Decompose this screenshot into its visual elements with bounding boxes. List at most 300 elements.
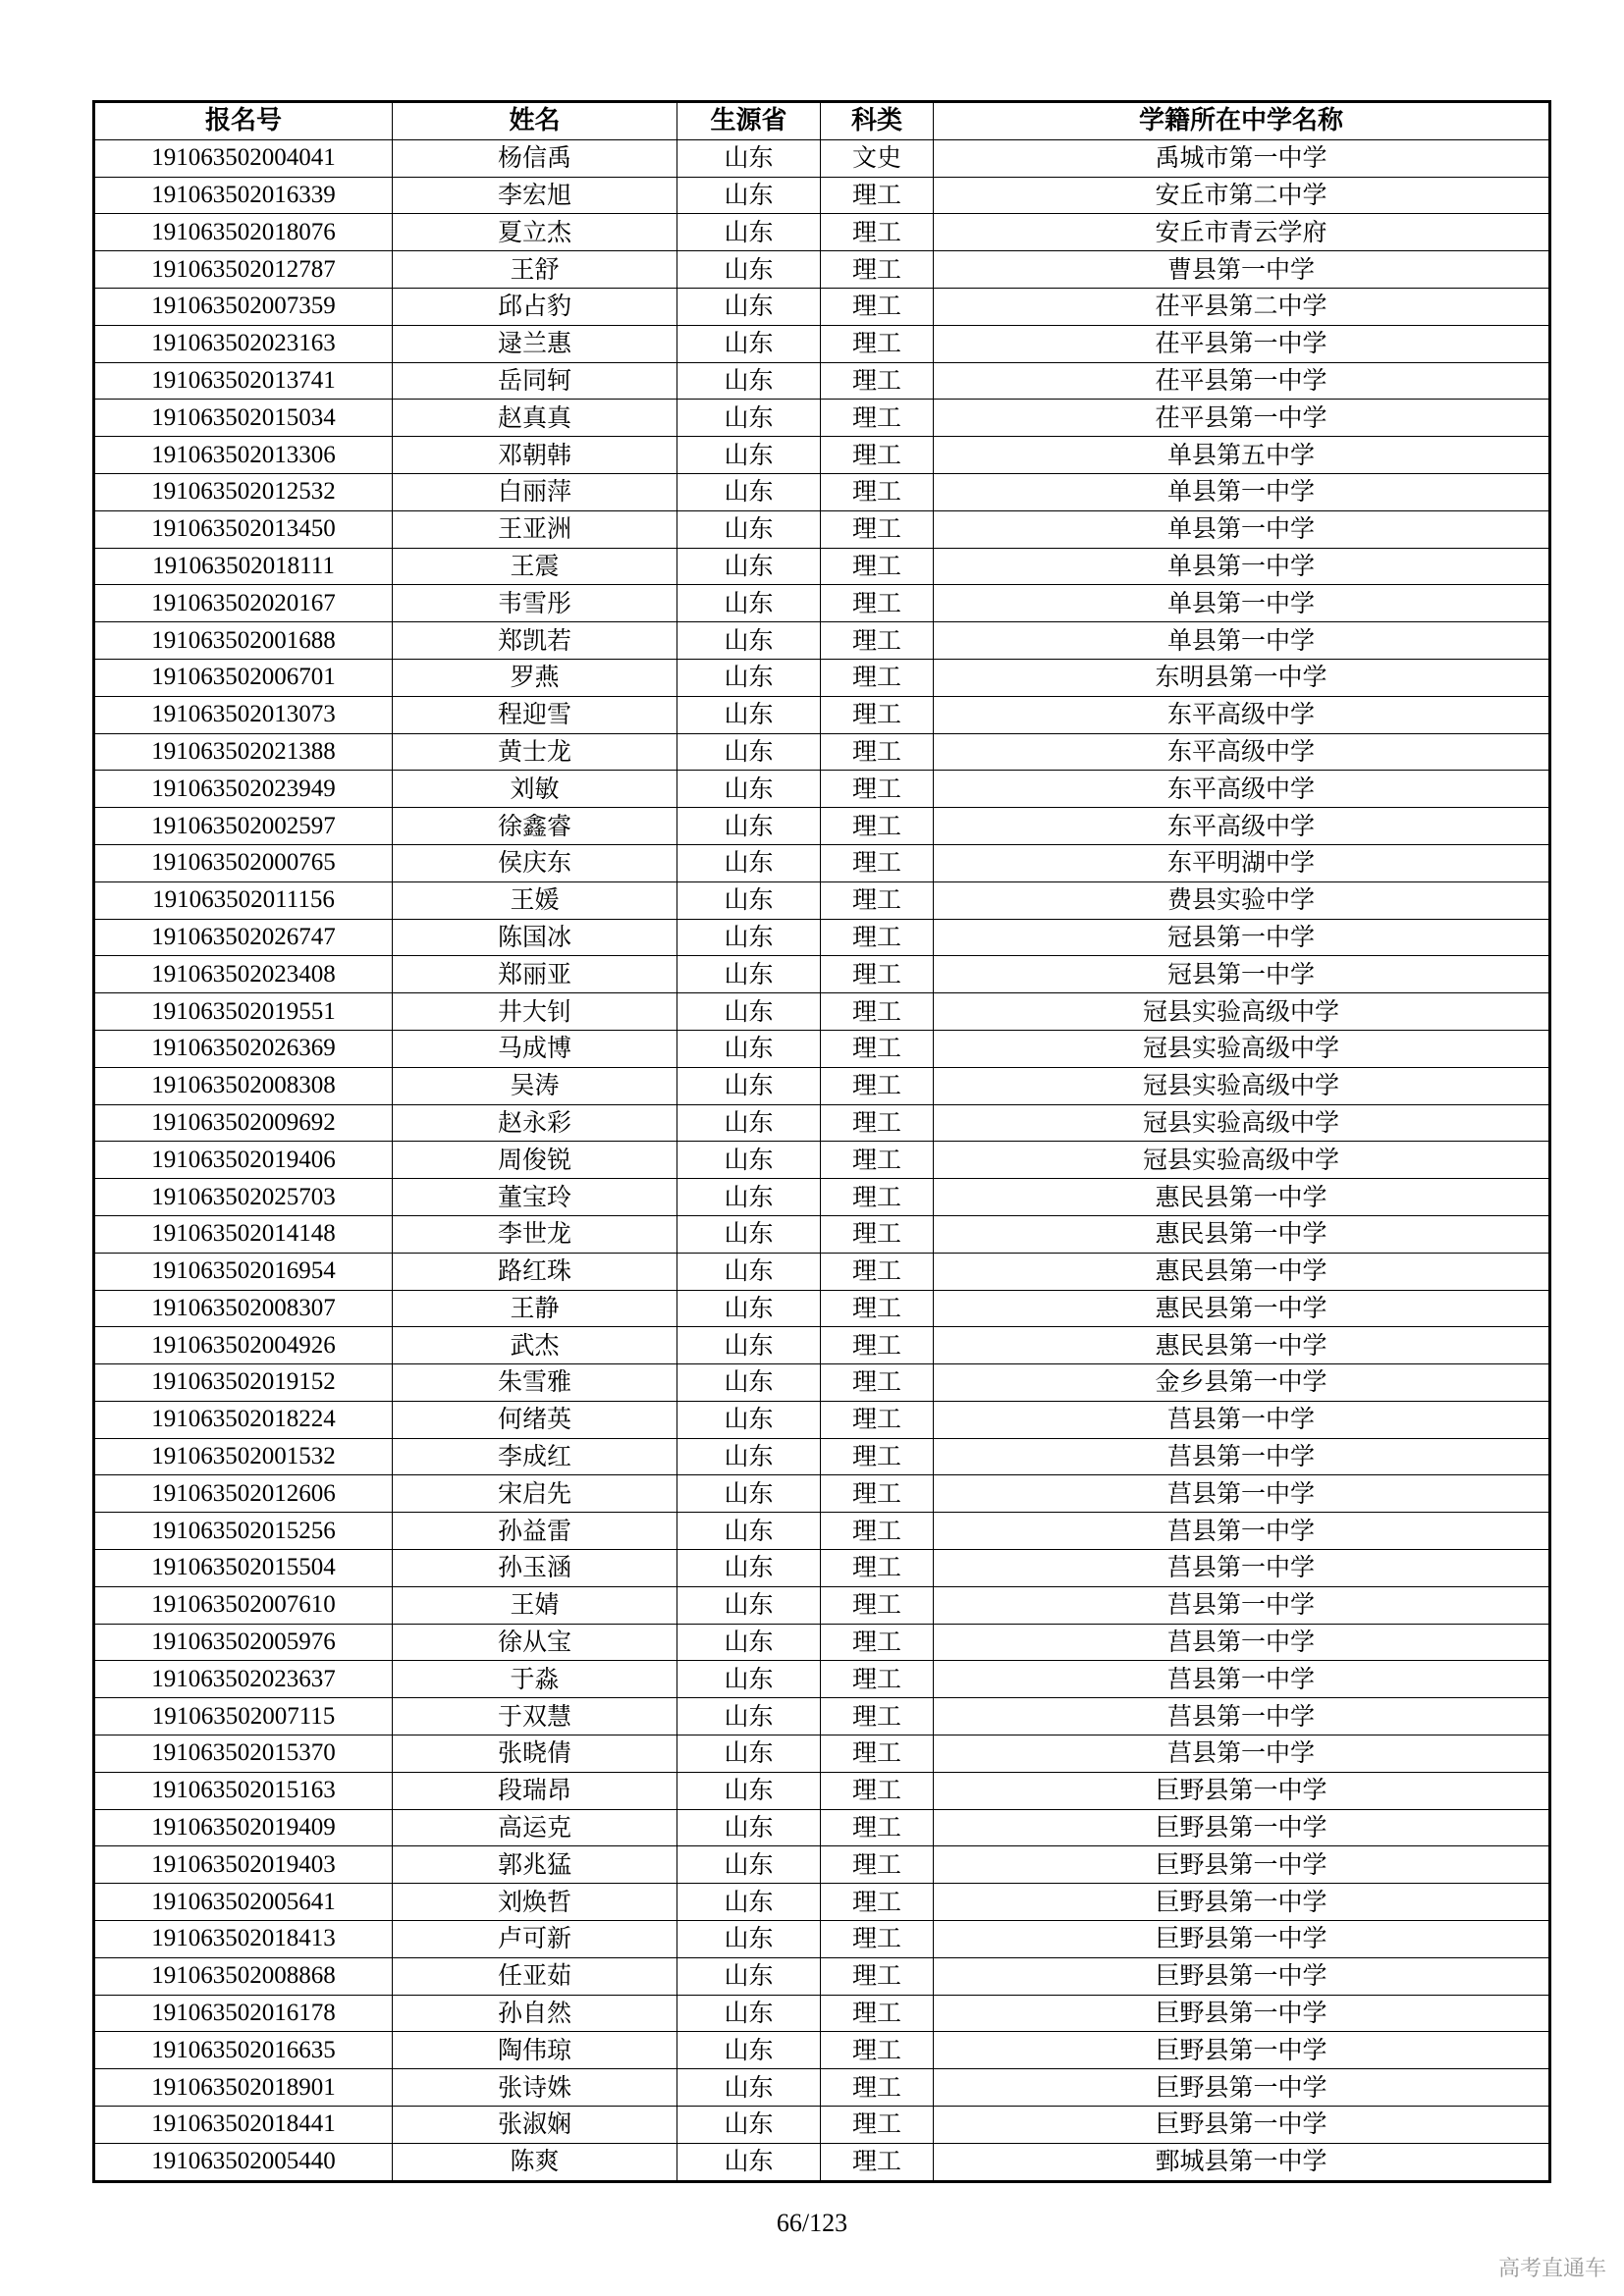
name-cell: 陈爽: [393, 2143, 677, 2181]
name-cell: 陶伟琼: [393, 2032, 677, 2069]
table-row: [94, 1661, 1550, 1698]
registration-number-cell: 191063502013073: [94, 696, 393, 733]
registration-number-cell: 191063502019403: [94, 1846, 393, 1884]
name-cell: 张晓倩: [393, 1735, 677, 1773]
table-row: [94, 214, 1550, 251]
province-cell: 山东: [677, 325, 821, 362]
table-row: [94, 1513, 1550, 1550]
name-cell: 张淑娴: [393, 2107, 677, 2144]
category-cell: 理工: [821, 622, 934, 660]
registration-number-cell: 191063502015256: [94, 1513, 393, 1550]
name-cell: 黄士龙: [393, 733, 677, 771]
name-cell: 程迎雪: [393, 696, 677, 733]
category-cell: 理工: [821, 1179, 934, 1216]
table-row: [94, 400, 1550, 437]
name-cell: 侯庆东: [393, 844, 677, 881]
name-cell: 徐鑫睿: [393, 808, 677, 845]
registration-number-cell: 191063502018901: [94, 2069, 393, 2107]
table-row: [94, 1698, 1550, 1735]
province-cell: 山东: [677, 1809, 821, 1846]
name-cell: 宋启先: [393, 1475, 677, 1513]
name-cell: 王媛: [393, 881, 677, 919]
name-cell: 何绪英: [393, 1401, 677, 1438]
province-cell: 山东: [677, 1661, 821, 1698]
name-cell: 路红珠: [393, 1253, 677, 1290]
province-cell: 山东: [677, 622, 821, 660]
school-cell: 安丘市青云学府: [934, 214, 1550, 251]
registration-number-cell: 191063502008868: [94, 1957, 393, 1995]
name-cell: 王静: [393, 1290, 677, 1327]
registration-number-cell: 191063502018441: [94, 2107, 393, 2144]
registration-number-cell: 191063502019409: [94, 1809, 393, 1846]
category-cell: 理工: [821, 659, 934, 696]
registration-number-cell: 191063502015034: [94, 400, 393, 437]
province-cell: 山东: [677, 1624, 821, 1661]
name-cell: 刘焕哲: [393, 1884, 677, 1921]
table-header-row: [94, 102, 1550, 140]
name-cell: 王舒: [393, 251, 677, 289]
school-cell: 莒县第一中学: [934, 1735, 1550, 1773]
name-cell: 吴涛: [393, 1067, 677, 1104]
category-cell: 理工: [821, 548, 934, 585]
province-cell: 山东: [677, 881, 821, 919]
category-cell: 理工: [821, 1661, 934, 1698]
school-cell: 单县第一中学: [934, 622, 1550, 660]
header-school-name: 学籍所在中学名称: [934, 102, 1550, 140]
registration-number-cell: 191063502008307: [94, 1290, 393, 1327]
category-cell: 理工: [821, 844, 934, 881]
province-cell: 山东: [677, 510, 821, 548]
province-cell: 山东: [677, 2107, 821, 2144]
table-row: [94, 919, 1550, 956]
category-cell: 理工: [821, 1438, 934, 1475]
table-row: [94, 2143, 1550, 2181]
name-cell: 李世龙: [393, 1215, 677, 1253]
school-cell: 单县第一中学: [934, 585, 1550, 622]
registration-number-cell: 191063502002597: [94, 808, 393, 845]
category-cell: 理工: [821, 993, 934, 1031]
registration-number-cell: 191063502013306: [94, 437, 393, 474]
province-cell: 山东: [677, 919, 821, 956]
category-cell: 理工: [821, 1586, 934, 1624]
registration-number-cell: 191063502011156: [94, 881, 393, 919]
table-row: [94, 659, 1550, 696]
name-cell: 罗燕: [393, 659, 677, 696]
category-cell: 理工: [821, 214, 934, 251]
school-cell: 禹城市第一中学: [934, 139, 1550, 177]
registration-number-cell: 191063502023637: [94, 1661, 393, 1698]
table-row: [94, 139, 1550, 177]
table-row: [94, 1179, 1550, 1216]
table-row: [94, 1253, 1550, 1290]
category-cell: 理工: [821, 1772, 934, 1809]
category-cell: 理工: [821, 1846, 934, 1884]
school-cell: 冠县实验高级中学: [934, 993, 1550, 1031]
category-cell: 理工: [821, 1550, 934, 1587]
table-row: [94, 1215, 1550, 1253]
school-cell: 惠民县第一中学: [934, 1215, 1550, 1253]
registration-number-cell: 191063502012532: [94, 473, 393, 510]
category-cell: 理工: [821, 696, 934, 733]
category-cell: 理工: [821, 437, 934, 474]
name-cell: 任亚茹: [393, 1957, 677, 1995]
table-row: [94, 1586, 1550, 1624]
registration-number-cell: 191063502015163: [94, 1772, 393, 1809]
category-cell: 理工: [821, 1921, 934, 1958]
school-cell: 茌平县第一中学: [934, 362, 1550, 400]
registration-number-cell: 191063502016178: [94, 1995, 393, 2032]
registration-number-cell: 191063502008308: [94, 1067, 393, 1104]
school-cell: 东平高级中学: [934, 771, 1550, 808]
registration-number-cell: 191063502007115: [94, 1698, 393, 1735]
name-cell: 井大钊: [393, 993, 677, 1031]
table-row: [94, 1846, 1550, 1884]
province-cell: 山东: [677, 844, 821, 881]
registration-number-cell: 191063502018224: [94, 1401, 393, 1438]
table-row: [94, 993, 1550, 1031]
school-cell: 安丘市第二中学: [934, 177, 1550, 214]
school-cell: 巨野县第一中学: [934, 1846, 1550, 1884]
table-row: [94, 1735, 1550, 1773]
name-cell: 武杰: [393, 1327, 677, 1364]
registration-number-cell: 191063502000765: [94, 844, 393, 881]
table-row: [94, 1884, 1550, 1921]
table-row: [94, 325, 1550, 362]
table-row: [94, 1550, 1550, 1587]
table-row: [94, 1364, 1550, 1402]
province-cell: 山东: [677, 733, 821, 771]
category-cell: 理工: [821, 585, 934, 622]
table-row: [94, 2032, 1550, 2069]
category-cell: 理工: [821, 1401, 934, 1438]
registration-number-cell: 191063502012787: [94, 251, 393, 289]
school-cell: 冠县第一中学: [934, 956, 1550, 993]
province-cell: 山东: [677, 1698, 821, 1735]
school-cell: 费县实验中学: [934, 881, 1550, 919]
table-body: [94, 139, 1550, 2181]
category-cell: 理工: [821, 733, 934, 771]
school-cell: 茌平县第一中学: [934, 400, 1550, 437]
category-cell: 理工: [821, 1513, 934, 1550]
header-subject-category: 科类: [821, 102, 934, 140]
school-cell: 巨野县第一中学: [934, 2069, 1550, 2107]
province-cell: 山东: [677, 288, 821, 325]
table-row: [94, 2069, 1550, 2107]
registration-number-cell: 191063502016635: [94, 2032, 393, 2069]
registration-number-cell: 191063502012606: [94, 1475, 393, 1513]
page-number: 66/123: [776, 2209, 848, 2237]
school-cell: 东平明湖中学: [934, 844, 1550, 881]
province-cell: 山东: [677, 1179, 821, 1216]
province-cell: 山东: [677, 993, 821, 1031]
category-cell: 理工: [821, 1067, 934, 1104]
table-row: [94, 1921, 1550, 1958]
school-cell: 冠县实验高级中学: [934, 1030, 1550, 1067]
name-cell: 郑丽亚: [393, 956, 677, 993]
province-cell: 山东: [677, 1290, 821, 1327]
province-cell: 山东: [677, 362, 821, 400]
province-cell: 山东: [677, 1772, 821, 1809]
province-cell: 山东: [677, 1921, 821, 1958]
school-cell: 莒县第一中学: [934, 1661, 1550, 1698]
category-cell: 理工: [821, 510, 934, 548]
province-cell: 山东: [677, 956, 821, 993]
province-cell: 山东: [677, 1104, 821, 1142]
school-cell: 单县第一中学: [934, 510, 1550, 548]
category-cell: 理工: [821, 1215, 934, 1253]
category-cell: 理工: [821, 956, 934, 993]
registration-number-cell: 191063502009692: [94, 1104, 393, 1142]
school-cell: 巨野县第一中学: [934, 1772, 1550, 1809]
province-cell: 山东: [677, 771, 821, 808]
header-name: 姓名: [393, 102, 677, 140]
table-row: [94, 733, 1550, 771]
name-cell: 韦雪彤: [393, 585, 677, 622]
province-cell: 山东: [677, 1586, 821, 1624]
school-cell: 莒县第一中学: [934, 1438, 1550, 1475]
registration-number-cell: 191063502007610: [94, 1586, 393, 1624]
registration-number-cell: 191063502025703: [94, 1179, 393, 1216]
category-cell: 理工: [821, 1475, 934, 1513]
table-row: [94, 881, 1550, 919]
name-cell: 逯兰惠: [393, 325, 677, 362]
category-cell: 理工: [821, 251, 934, 289]
registration-number-cell: 191063502026369: [94, 1030, 393, 1067]
school-cell: 莒县第一中学: [934, 1513, 1550, 1550]
table-row: [94, 1772, 1550, 1809]
table-row: [94, 1327, 1550, 1364]
province-cell: 山东: [677, 1438, 821, 1475]
table-row: [94, 1067, 1550, 1104]
registration-number-cell: 191063502023163: [94, 325, 393, 362]
school-cell: 巨野县第一中学: [934, 2107, 1550, 2144]
table-row: [94, 1809, 1550, 1846]
province-cell: 山东: [677, 1401, 821, 1438]
school-cell: 莒县第一中学: [934, 1624, 1550, 1661]
province-cell: 山东: [677, 1253, 821, 1290]
province-cell: 山东: [677, 1327, 821, 1364]
category-cell: 理工: [821, 400, 934, 437]
school-cell: 冠县实验高级中学: [934, 1067, 1550, 1104]
table-row: [94, 1290, 1550, 1327]
school-cell: 巨野县第一中学: [934, 2032, 1550, 2069]
table-row: [94, 844, 1550, 881]
province-cell: 山东: [677, 437, 821, 474]
category-cell: 理工: [821, 771, 934, 808]
table-row: [94, 1995, 1550, 2032]
school-cell: 惠民县第一中学: [934, 1253, 1550, 1290]
name-cell: 高运克: [393, 1809, 677, 1846]
admissions-table: [92, 100, 1551, 2183]
province-cell: 山东: [677, 2143, 821, 2181]
school-cell: 冠县第一中学: [934, 919, 1550, 956]
table-row: [94, 585, 1550, 622]
province-cell: 山东: [677, 1846, 821, 1884]
registration-number-cell: 191063502007359: [94, 288, 393, 325]
name-cell: 邱占豹: [393, 288, 677, 325]
registration-number-cell: 191063502001688: [94, 622, 393, 660]
header-registration-number: 报名号: [94, 102, 393, 140]
province-cell: 山东: [677, 548, 821, 585]
name-cell: 王震: [393, 548, 677, 585]
category-cell: 理工: [821, 1624, 934, 1661]
school-cell: 冠县实验高级中学: [934, 1142, 1550, 1179]
school-cell: 单县第一中学: [934, 473, 1550, 510]
school-cell: 巨野县第一中学: [934, 1921, 1550, 1958]
school-cell: 巨野县第一中学: [934, 1809, 1550, 1846]
name-cell: 徐从宝: [393, 1624, 677, 1661]
school-cell: 莒县第一中学: [934, 1475, 1550, 1513]
category-cell: 理工: [821, 2143, 934, 2181]
name-cell: 陈国冰: [393, 919, 677, 956]
name-cell: 李成红: [393, 1438, 677, 1475]
registration-number-cell: 191063502019152: [94, 1364, 393, 1402]
category-cell: 理工: [821, 325, 934, 362]
province-cell: 山东: [677, 473, 821, 510]
school-cell: 冠县实验高级中学: [934, 1104, 1550, 1142]
province-cell: 山东: [677, 1735, 821, 1773]
table-row: [94, 473, 1550, 510]
province-cell: 山东: [677, 1030, 821, 1067]
name-cell: 郑凯若: [393, 622, 677, 660]
registration-number-cell: 191063502016954: [94, 1253, 393, 1290]
name-cell: 赵永彩: [393, 1104, 677, 1142]
registration-number-cell: 191063502013741: [94, 362, 393, 400]
category-cell: 理工: [821, 1995, 934, 2032]
province-cell: 山东: [677, 1513, 821, 1550]
school-cell: 巨野县第一中学: [934, 1884, 1550, 1921]
school-cell: 巨野县第一中学: [934, 1995, 1550, 2032]
table-row: [94, 1475, 1550, 1513]
table-row: [94, 771, 1550, 808]
category-cell: 理工: [821, 2032, 934, 2069]
registration-number-cell: 191063502013450: [94, 510, 393, 548]
registration-number-cell: 191063502018413: [94, 1921, 393, 1958]
registration-number-cell: 191063502006701: [94, 659, 393, 696]
table-row: [94, 362, 1550, 400]
category-cell: 理工: [821, 2069, 934, 2107]
registration-number-cell: 191063502016339: [94, 177, 393, 214]
registration-number-cell: 191063502023949: [94, 771, 393, 808]
province-cell: 山东: [677, 659, 821, 696]
registration-number-cell: 191063502004041: [94, 139, 393, 177]
school-cell: 惠民县第一中学: [934, 1290, 1550, 1327]
name-cell: 朱雪雅: [393, 1364, 677, 1402]
name-cell: 赵真真: [393, 400, 677, 437]
watermark: 高考直通车: [1497, 2257, 1606, 2281]
registration-number-cell: 191063502018076: [94, 214, 393, 251]
registration-number-cell: 191063502019406: [94, 1142, 393, 1179]
province-cell: 山东: [677, 1475, 821, 1513]
province-cell: 山东: [677, 139, 821, 177]
category-cell: 文史: [821, 139, 934, 177]
name-cell: 杨信禹: [393, 139, 677, 177]
table-row: [94, 1624, 1550, 1661]
table-row: [94, 177, 1550, 214]
registration-number-cell: 191063502001532: [94, 1438, 393, 1475]
table-row: [94, 956, 1550, 993]
school-cell: 东平高级中学: [934, 808, 1550, 845]
registration-number-cell: 191063502004926: [94, 1327, 393, 1364]
name-cell: 王婧: [393, 1586, 677, 1624]
name-cell: 白丽萍: [393, 473, 677, 510]
name-cell: 邓朝韩: [393, 437, 677, 474]
table-row: [94, 1401, 1550, 1438]
registration-number-cell: 191063502005976: [94, 1624, 393, 1661]
registration-number-cell: 191063502021388: [94, 733, 393, 771]
name-cell: 郭兆猛: [393, 1846, 677, 1884]
school-cell: 茌平县第一中学: [934, 325, 1550, 362]
category-cell: 理工: [821, 1327, 934, 1364]
category-cell: 理工: [821, 288, 934, 325]
province-cell: 山东: [677, 585, 821, 622]
registration-number-cell: 191063502019551: [94, 993, 393, 1031]
name-cell: 王亚洲: [393, 510, 677, 548]
school-cell: 曹县第一中学: [934, 251, 1550, 289]
school-cell: 巨野县第一中学: [934, 1957, 1550, 1995]
registration-number-cell: 191063502005440: [94, 2143, 393, 2181]
table-row: [94, 696, 1550, 733]
table-row: [94, 622, 1550, 660]
province-cell: 山东: [677, 2032, 821, 2069]
table-row: [94, 288, 1550, 325]
name-cell: 刘敏: [393, 771, 677, 808]
table-row: [94, 1957, 1550, 1995]
name-cell: 李宏旭: [393, 177, 677, 214]
table-row: [94, 437, 1550, 474]
province-cell: 山东: [677, 1142, 821, 1179]
school-cell: 莒县第一中学: [934, 1698, 1550, 1735]
name-cell: 孙玉涵: [393, 1550, 677, 1587]
category-cell: 理工: [821, 1104, 934, 1142]
province-cell: 山东: [677, 808, 821, 845]
province-cell: 山东: [677, 400, 821, 437]
name-cell: 夏立杰: [393, 214, 677, 251]
category-cell: 理工: [821, 808, 934, 845]
school-cell: 莒县第一中学: [934, 1401, 1550, 1438]
province-cell: 山东: [677, 1364, 821, 1402]
name-cell: 卢可新: [393, 1921, 677, 1958]
table-row: [94, 1104, 1550, 1142]
registration-number-cell: 191063502014148: [94, 1215, 393, 1253]
name-cell: 马成博: [393, 1030, 677, 1067]
province-cell: 山东: [677, 1995, 821, 2032]
name-cell: 孙益雷: [393, 1513, 677, 1550]
province-cell: 山东: [677, 1215, 821, 1253]
category-cell: 理工: [821, 362, 934, 400]
province-cell: 山东: [677, 1884, 821, 1921]
table-row: [94, 808, 1550, 845]
category-cell: 理工: [821, 1364, 934, 1402]
category-cell: 理工: [821, 177, 934, 214]
school-cell: 莒县第一中学: [934, 1586, 1550, 1624]
category-cell: 理工: [821, 1957, 934, 1995]
header-province: 生源省: [677, 102, 821, 140]
category-cell: 理工: [821, 1698, 934, 1735]
category-cell: 理工: [821, 1142, 934, 1179]
school-cell: 单县第一中学: [934, 548, 1550, 585]
category-cell: 理工: [821, 881, 934, 919]
registration-number-cell: 191063502026747: [94, 919, 393, 956]
registration-number-cell: 191063502015504: [94, 1550, 393, 1587]
school-cell: 茌平县第二中学: [934, 288, 1550, 325]
name-cell: 岳同轲: [393, 362, 677, 400]
category-cell: 理工: [821, 1735, 934, 1773]
province-cell: 山东: [677, 251, 821, 289]
registration-number-cell: 191063502015370: [94, 1735, 393, 1773]
category-cell: 理工: [821, 1030, 934, 1067]
school-cell: 莒县第一中学: [934, 1550, 1550, 1587]
